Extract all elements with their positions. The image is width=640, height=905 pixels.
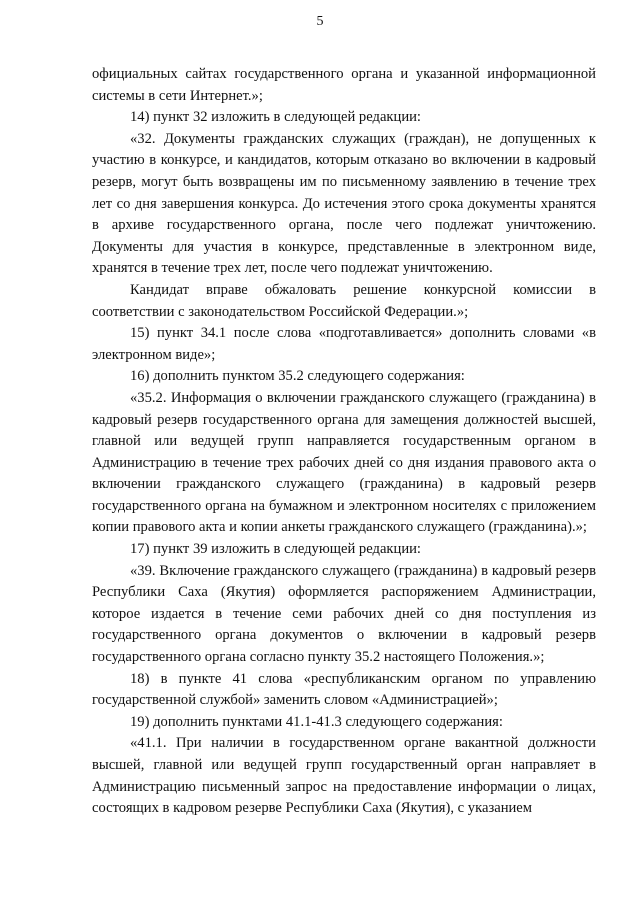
paragraph-item-16: 16) дополнить пунктом 35.2 следующего содержания: [130,368,465,385]
paragraph-item-14: 14) пункт 32 изложить в следующей редакции: [130,109,421,126]
paragraph-clause-35-2: «35.2. Информация о включении гражданского служащего (гражданина) в кадровый резерв государственного органа для замещения должностей высшей, главной или ведущей групп направляется государственным органом в Администрацию в течение трех рабочих дней со дня издания правового акта о включении гражданского служащего (гражданина) в кадровый резерв государственного органа на бумажном и электронном носителях с приложением копии правового акта и копии анкеты гражданского служащего (гражданина).»; [92,389,596,536]
page-number: 5 [316,14,324,29]
document-body [92,64,596,820]
paragraph-clause-41-1: «41.1. При наличии в государственном органе вакантной должности высшей, главной или ведущей групп государственный орган направляет в Администрацию письменный запрос на предоставление информации о лицах, состоящих в кадровом резерве Республики Саха (Якутия), с указанием [92,735,596,817]
paragraph-clause-32: «32. Документы гражданских служащих (граждан), не допущенных к участию в конкурсе, и кандидатов, которым отказано во включении в кадровый резерв, могут быть возвращены им по письменному заявлению в течение трех лет со дня завершения конкурса. До истечения этого срока документы хранятся в архиве государственного органа, после чего подлежат уничтожению. Документы для участия в конкурсе, представленные в электронном виде, хранятся в течение трех лет, после чего подлежат уничтожению. [92,130,596,277]
paragraph-item-18: 18) в пункте 41 слова «республиканским органом по управлению государственной службой» заменить словом «Администрацией»; [92,670,596,709]
paragraph-clause-39: «39. Включение гражданского служащего (гражданина) в кадровый резерв Республики Саха (Якутия) оформляется распоряжением Администрации, которое издается в течение семи рабочих дней со дня поступления из государственного органа документов о включении в кадровый резерв государственного органа согласно пункту 35.2 настоящего Положения.»; [92,562,596,666]
paragraph-appeal: Кандидат вправе обжаловать решение конкурсной комиссии в соответствии с законодательством Российской Федерации.»; [92,281,596,320]
paragraph-item-19: 19) дополнить пунктами 41.1-41.3 следующего содержания: [130,713,503,730]
paragraph-continuation: официальных сайтах государственного органа и указанной информационной системы в сети Интернет.»; [92,66,596,104]
paragraph-item-15: 15) пункт 34.1 после слова «подготавливается» дополнить словами «в электронном виде»; [92,325,596,363]
paragraph-item-17: 17) пункт 39 изложить в следующей редакции: [130,541,421,558]
